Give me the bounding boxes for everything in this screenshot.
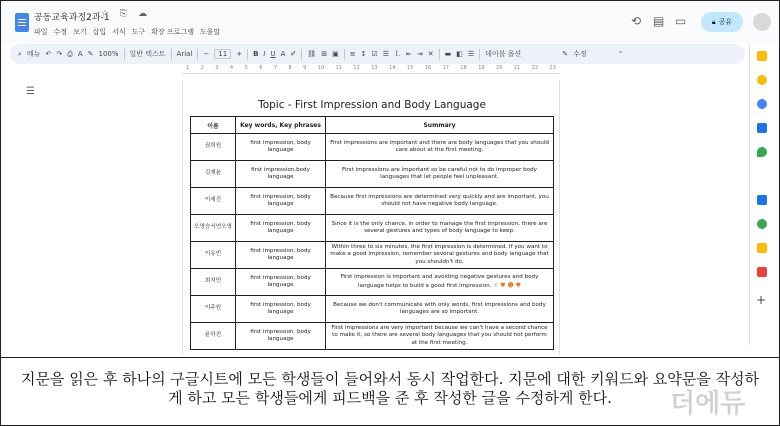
keywords-cell-text: first impression, body language	[250, 193, 311, 207]
ruler-tick: 11	[335, 65, 342, 71]
text-color-icon[interactable]: A	[280, 50, 286, 58]
add-addon-icon[interactable]: +	[756, 293, 767, 307]
table-row	[191, 323, 554, 350]
font-select[interactable]: Arial	[176, 50, 193, 58]
table-options-button[interactable]: 데이블 옵션	[485, 50, 522, 58]
keep-icon[interactable]	[757, 75, 767, 85]
share-button[interactable]	[701, 12, 743, 32]
divider	[171, 49, 172, 60]
divider	[344, 49, 345, 60]
ruler-tick: 22	[531, 65, 539, 71]
addon-icon-1[interactable]	[757, 195, 767, 205]
name-cell[interactable]	[191, 188, 236, 215]
keywords-cell[interactable]	[236, 296, 326, 323]
table-row	[191, 242, 554, 269]
video-meet-icon[interactable]: ▭	[675, 14, 687, 28]
font-increase-icon[interactable]: +	[236, 50, 243, 58]
table-row	[191, 188, 554, 215]
caption-text: 지문을 읽은 후 하나의 구글시트에 모든 학생들이 들어와서 동시 작업한다. 지문에 대한 키워드와 요약문을 작성하게 하고 모든 학생들에게 피드백을 준 후 작성한 글을 수정하게 한다.	[20, 370, 760, 407]
style-select[interactable]: 일반 텍스트	[129, 50, 166, 58]
addon-icon-4[interactable]	[757, 267, 767, 277]
docs-logo-icon[interactable]	[15, 13, 29, 32]
comment-add-icon[interactable]: ⊞	[321, 50, 328, 58]
font-size-input[interactable]: 11	[214, 49, 231, 59]
link-icon[interactable]: ⛓	[307, 50, 317, 58]
menu-bar	[34, 27, 220, 37]
table-row	[191, 296, 554, 323]
name-cell[interactable]	[191, 242, 236, 269]
name-cell-text: 윤하진	[204, 332, 222, 339]
lock-icon: 🔒︎	[711, 17, 716, 26]
ruler-tick: 2	[200, 65, 204, 71]
ruler-tick: 23	[549, 65, 556, 71]
keywords-cell-text: first impression, body language	[250, 139, 311, 153]
checklist-icon[interactable]: ☑	[371, 50, 378, 58]
ruler-tick: 6	[259, 65, 263, 71]
summary-cell-text: First impressions are important so be careful not to do improper body languages that let people feel unpleasant.	[342, 166, 537, 180]
menu-format[interactable]: 서식	[112, 28, 126, 36]
name-cell-text: 이세진	[204, 197, 222, 204]
maps-icon[interactable]	[757, 147, 767, 157]
caption-divider	[0, 357, 780, 358]
table-row	[191, 161, 554, 188]
keywords-cell[interactable]	[236, 188, 326, 215]
ruler-tick: 10	[317, 65, 325, 71]
summary-cell[interactable]	[326, 215, 554, 242]
clear-format-icon[interactable]: ✕	[427, 50, 434, 58]
name-cell[interactable]	[191, 161, 236, 188]
fill-color-icon[interactable]: ◧	[456, 50, 463, 58]
summary-cell-text: First impressions are very important because we can't have a second chance to make it, so there are several body languages that you should not perform at the first meeting.	[331, 324, 548, 346]
border-color-icon[interactable]: ▬	[444, 50, 452, 58]
menu-edit[interactable]: 수정	[53, 28, 68, 36]
name-cell[interactable]	[191, 323, 236, 350]
indent-decrease-icon[interactable]: ⇤	[406, 50, 412, 58]
indent-increase-icon[interactable]: ⇥	[416, 50, 423, 58]
keywords-cell-text: first impression, body language	[250, 274, 311, 288]
ruler-tick: 18	[460, 65, 467, 71]
redo-icon[interactable]: ↷	[56, 50, 63, 58]
table-row	[191, 215, 554, 242]
divider	[247, 49, 248, 60]
keywords-cell-text: first impression, body language	[250, 220, 311, 234]
contacts-icon[interactable]	[757, 123, 767, 133]
addon-icon-2[interactable]	[757, 219, 767, 229]
summary-cell-text: Because first impressions are determined very quickly and are important, you should not have negative body language.	[330, 193, 549, 207]
summary-cell[interactable]	[326, 296, 554, 323]
search-icon[interactable]: ⌕	[18, 49, 22, 58]
ruler-tick: 7	[273, 65, 278, 71]
avatar[interactable]	[753, 13, 771, 31]
highlight-icon[interactable]: ✐	[290, 50, 297, 58]
ruler-tick: 13	[371, 65, 378, 71]
summary-cell-text: First impressions are important and there are body languages that you should care about at the first meeting.	[330, 139, 549, 153]
keywords-cell[interactable]	[236, 323, 326, 350]
title-bar	[1, 1, 779, 43]
chevron-up-icon[interactable]: ⌃	[617, 50, 624, 58]
ruler-tick: 8	[288, 65, 292, 71]
document-outline-icon[interactable]: ☰	[26, 86, 35, 97]
ruler-tick: 4	[229, 65, 234, 71]
ruler-tick: 14	[389, 65, 396, 71]
ruler-tick: 1	[186, 65, 190, 71]
header-summary[interactable]: Summary	[326, 117, 554, 134]
image-icon[interactable]: ▣	[332, 50, 339, 58]
undo-icon[interactable]: ↶	[45, 50, 52, 58]
page-title: Topic - First Impression and Body Language	[258, 99, 486, 111]
line-spacing-icon[interactable]: ↕	[360, 50, 367, 58]
bold-icon[interactable]: B	[253, 50, 259, 58]
print-icon[interactable]: ⎙	[67, 49, 73, 58]
keywords-cell-text: first impression, body language	[250, 247, 311, 261]
divider	[197, 49, 198, 60]
document-page[interactable]	[182, 80, 560, 355]
menu-insert[interactable]: 삽입	[92, 28, 107, 36]
name-cell[interactable]	[191, 215, 236, 242]
comment-icon[interactable]: ▤	[653, 14, 665, 28]
emoji-reactions: ✌ ♥ ☻ ♥	[493, 281, 522, 289]
menu-help[interactable]: 도움말	[200, 28, 221, 36]
table-row	[191, 134, 554, 161]
menu-view[interactable]: 보기	[73, 28, 87, 36]
menu-file[interactable]: 파일	[34, 28, 48, 36]
divider	[479, 49, 480, 60]
name-cell[interactable]	[191, 134, 236, 161]
bullet-list-icon[interactable]: ☰	[382, 50, 389, 58]
name-cell[interactable]	[191, 269, 236, 296]
summary-table[interactable]	[190, 116, 554, 350]
title-actions-icons[interactable]: ☆ ⎘ ☁	[101, 9, 151, 19]
name-cell[interactable]	[191, 296, 236, 323]
summary-cell[interactable]	[326, 161, 554, 188]
summary-cell[interactable]	[326, 323, 554, 350]
summary-cell[interactable]	[326, 269, 554, 296]
addon-icon-3[interactable]	[757, 243, 767, 253]
summary-cell[interactable]	[326, 134, 554, 161]
ruler-tick: 5	[244, 65, 248, 71]
ruler-tick: 20	[496, 65, 503, 71]
edit-mode-icon[interactable]: ✎	[562, 50, 569, 58]
table-row	[191, 269, 554, 296]
divider	[439, 49, 440, 60]
paint-format-icon[interactable]: ✎	[87, 50, 94, 58]
ruler-tick: 12	[353, 65, 360, 71]
ruler-tick: 3	[215, 65, 219, 71]
ruler-tick: 19	[478, 65, 485, 71]
summary-cell-text: Because we don't communicate with only words, first impressions and body languages are so important.	[333, 301, 546, 315]
keywords-cell-text: first impression, body language	[250, 328, 311, 342]
tasks-icon[interactable]	[757, 99, 767, 109]
keywords-cell[interactable]	[236, 215, 326, 242]
menu-tools[interactable]: 도구	[131, 28, 146, 36]
toolbar	[10, 44, 745, 64]
divider	[301, 49, 302, 60]
numbered-list-icon[interactable]: ⒈	[394, 50, 401, 58]
header-keywords[interactable]: Key words, Key phrases	[236, 117, 326, 134]
ruler-tick: 9	[303, 65, 307, 71]
divider	[124, 49, 125, 60]
header-name[interactable]: 이름	[191, 117, 236, 134]
history-icon[interactable]: ⟲	[631, 14, 642, 28]
ruler-tick: 15	[406, 65, 414, 71]
summary-cell[interactable]	[326, 188, 554, 215]
keywords-cell[interactable]	[236, 134, 326, 161]
name-cell-text: 이주원	[204, 305, 222, 312]
side-panel	[749, 45, 777, 345]
keywords-cell-text: first impression, body language	[250, 301, 311, 315]
spellcheck-icon[interactable]: A	[77, 50, 83, 58]
edit-mode-select[interactable]: 수정	[573, 50, 587, 58]
keywords-cell[interactable]	[236, 269, 326, 296]
summary-cell[interactable]	[326, 242, 554, 269]
table-header-row	[191, 117, 554, 134]
underline-icon[interactable]: U	[270, 50, 276, 58]
name-cell-text: 김재윤	[204, 170, 222, 177]
align-icon[interactable]: ≡	[349, 50, 356, 58]
keywords-cell[interactable]	[236, 161, 326, 188]
ruler-tick: 17	[442, 65, 449, 71]
name-cell-text: 최지민	[204, 278, 222, 285]
summary-cell-text: First impression is important and avoiding negative gestures and body language helps to build a good first impression.	[340, 274, 539, 289]
summary-cell-text: Within three to six minutes, the first impression is determined. If you want to make a good impression, remember several gestures and body language that you shouldn't do.	[330, 243, 549, 265]
summary-cell-text: Since it is the only chance, in order to manage the first impression, there are several gestures and types of body language to keep.	[331, 220, 548, 234]
font-decrease-icon[interactable]: −	[203, 50, 210, 58]
zoom-select[interactable]: 100%	[98, 50, 119, 58]
document-title[interactable]: 공동교육과정2과-1	[34, 13, 110, 23]
ruler[interactable]	[182, 65, 560, 74]
ruler-tick: 21	[513, 65, 521, 71]
calendar-icon[interactable]	[757, 51, 767, 61]
name-cell-text: 오영승서연오영	[194, 224, 232, 231]
italic-icon[interactable]: I	[263, 50, 266, 58]
menu-search-label[interactable]: 메뉴	[26, 50, 41, 58]
name-cell-text: 이유빈	[204, 251, 222, 258]
name-cell-text: 권희원	[204, 143, 222, 150]
border-width-icon[interactable]: ☰	[467, 50, 475, 58]
ruler-tick: 16	[424, 65, 432, 71]
keywords-cell-text: first impression,body language	[251, 166, 310, 180]
keywords-cell[interactable]	[236, 242, 326, 269]
share-label: 공유	[718, 18, 733, 26]
watermark: 더에듀	[670, 389, 746, 419]
menu-extensions[interactable]: 확장 프로그램	[151, 28, 194, 36]
